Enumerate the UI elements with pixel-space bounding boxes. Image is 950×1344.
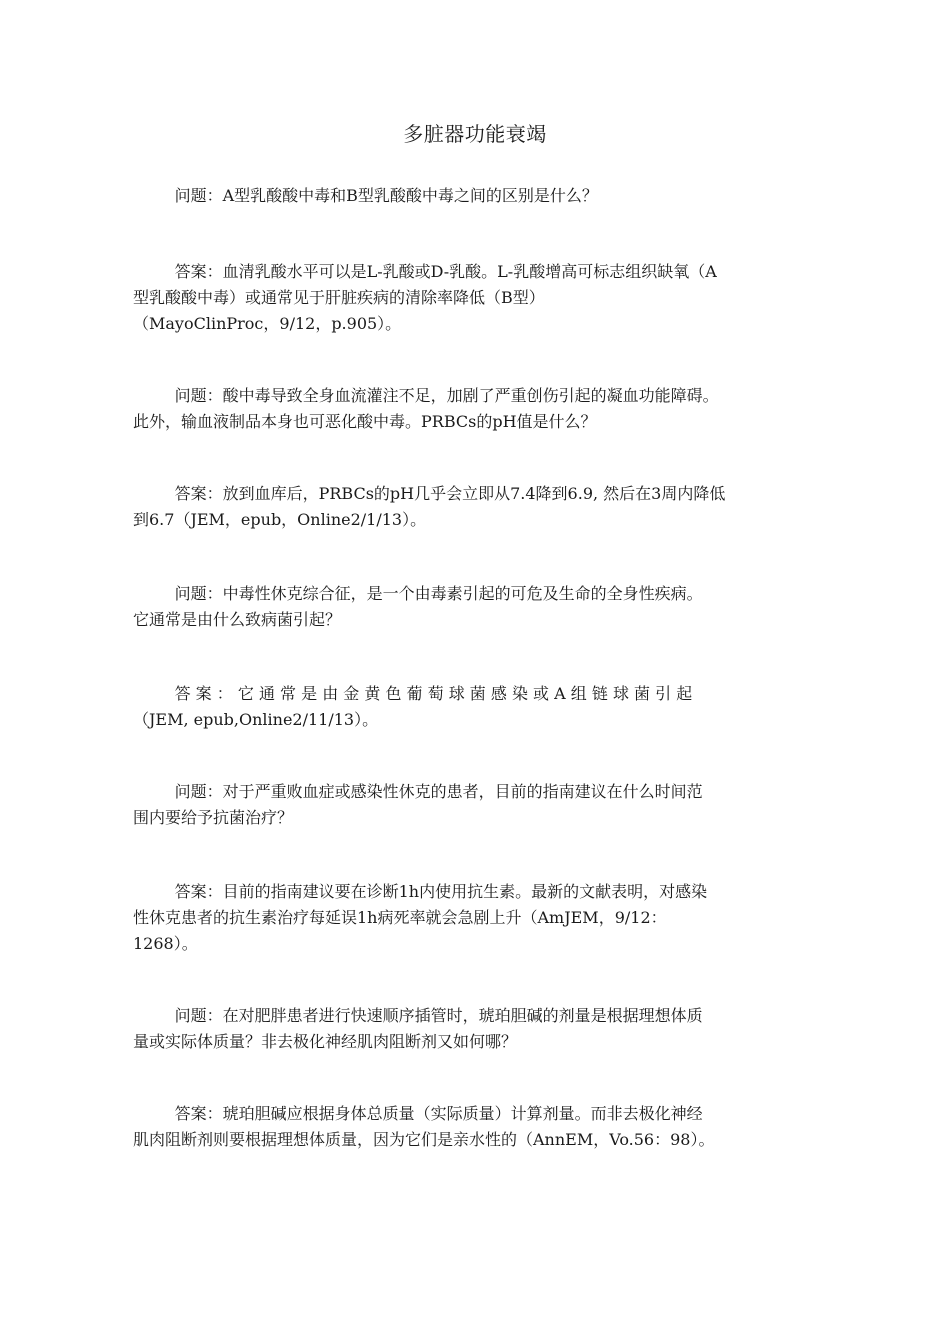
- text-line: 它通常是由什么致病菌引起？: [133, 610, 342, 629]
- text-line: 答 案 ： 它 通 常 是 由 金 黄 色 葡 萄 球 菌 感 染 或 A 组 链 球 菌 引 起: [174, 684, 693, 703]
- text-line: 答案：目前的指南建议要在诊断1h内使用抗生素。最新的文献表明，对感染: [174, 882, 708, 901]
- text-line: 肌肉阻断剂则要根据理想体质量，因为它们是亲水性的（AnnEM，Vo.56：98）。: [133, 1130, 715, 1149]
- text-line: 1268）。: [133, 934, 198, 953]
- text-line: 问题：酸中毒导致全身血流灌注不足，加剧了严重创伤引起的凝血功能障碍。: [174, 386, 719, 405]
- text-line: 答案：琥珀胆碱应根据身体总质量（实际质量）计算剂量。而非去极化神经: [174, 1104, 703, 1123]
- text-line: （MayoClinProc，9/12，p.905）。: [133, 314, 402, 333]
- text-line: 答案：血清乳酸水平可以是L-乳酸或D-乳酸。L-乳酸增高可标志组织缺氧（A: [174, 262, 717, 281]
- question-2: [133, 383, 823, 435]
- text-line: 到6.7（JEM，epub，Online2/1/13）。: [133, 510, 427, 529]
- answer-3: [133, 681, 823, 733]
- text-line: 性休克患者的抗生素治疗每延误1h病死率就会急剧上升（AmJEM，9/12：: [133, 908, 667, 927]
- document-title: 多脏器功能衰竭: [403, 122, 547, 146]
- text-line: 型乳酸酸中毒）或通常见于肝脏疾病的清除率降低（B型）: [133, 288, 545, 307]
- question-3: [133, 581, 823, 633]
- text-line: （JEM, epub,Online2/11/13）。: [133, 710, 379, 729]
- question-1: [133, 183, 823, 209]
- text-line: 问题：对于严重败血症或感染性休克的患者，目前的指南建议在什么时间范: [174, 782, 703, 801]
- text-line: 答案：放到血库后，PRBCs的pH几乎会立即从7.4降到6.9, 然后在3周内降低: [174, 484, 726, 503]
- answer-5: [133, 1101, 823, 1153]
- text-line: 此外，输血液制品本身也可恶化酸中毒。PRBCs的pH值是什么？: [133, 412, 597, 431]
- text-line: 围内要给予抗菌治疗？: [133, 808, 294, 827]
- text-line: 量或实际体质量？非去极化神经肌肉阻断剂又如何哪？: [133, 1032, 518, 1051]
- question-5: [133, 1003, 823, 1055]
- text-line: 问题：中毒性休克综合征，是一个由毒素引起的可危及生命的全身性疾病。: [174, 584, 703, 603]
- answer-2: [133, 481, 823, 533]
- text-line: 问题：A型乳酸酸中毒和B型乳酸酸中毒之间的区别是什么？: [174, 186, 598, 205]
- answer-1: [133, 259, 823, 337]
- text-line: 问题：在对肥胖患者进行快速顺序插管时，琥珀胆碱的剂量是根据理想体质: [174, 1006, 703, 1025]
- answer-4: [133, 879, 823, 957]
- question-4: [133, 779, 823, 831]
